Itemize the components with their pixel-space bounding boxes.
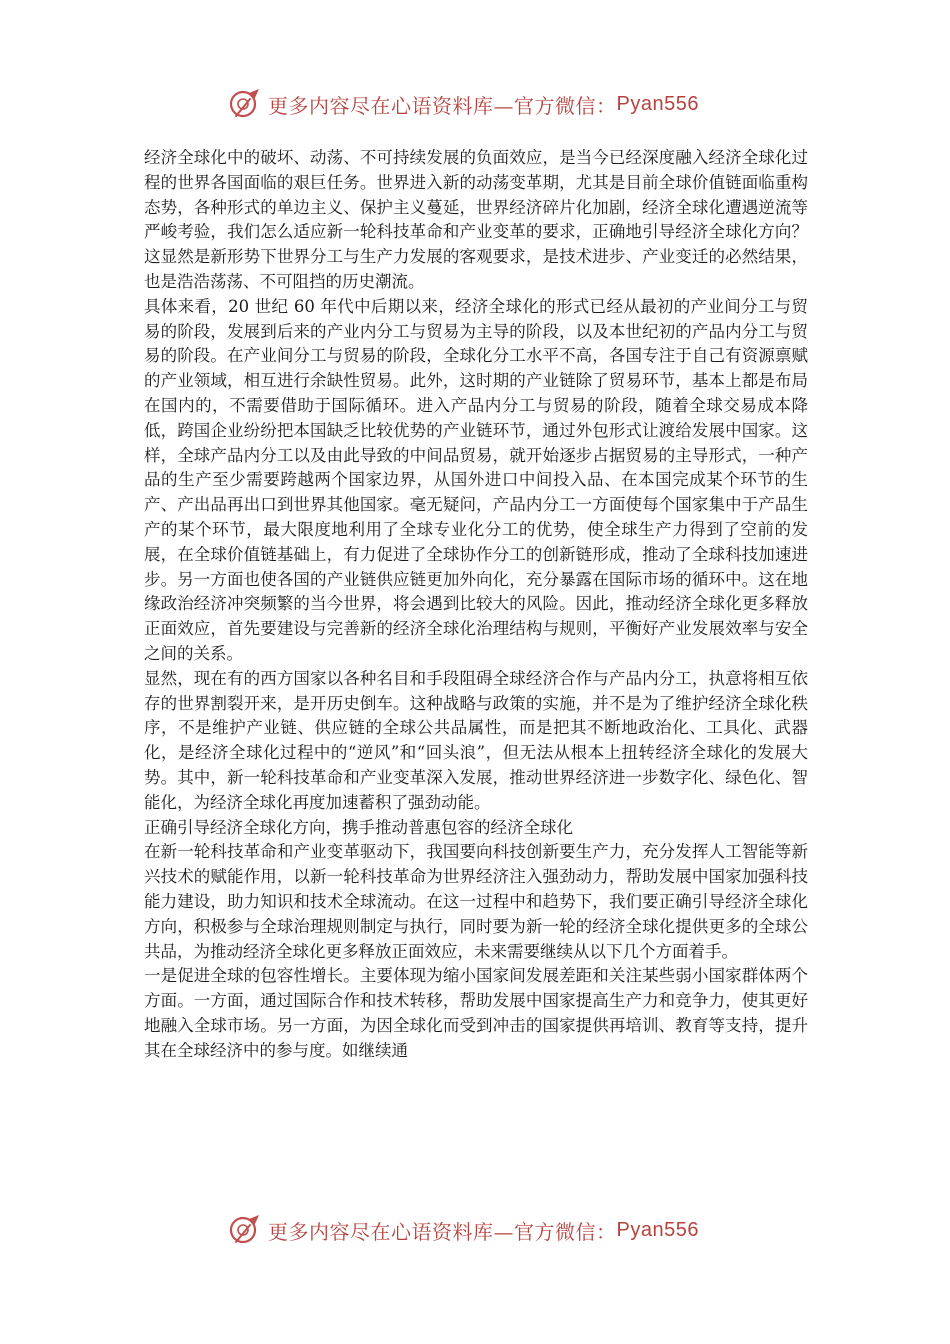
- wechat-id: Pyan556: [616, 92, 699, 115]
- paragraph: 经济全球化中的破坏、动荡、不可持续发展的负面效应，是当今已经深度融入经济全球化过程的世界各国面临的艰巨任务。世界进入新的动荡变革期，尤其是目前全球价值链面临重构态势，各种形式的单边主义、保护主义蔓延，世界经济碎片化加剧，经济全球化遭遇逆流等严峻考验，我们怎么适应新一轮科技革命和产业变革的要求，正确地引导经济全球化方向？这显然是新形势下世界分工与生产力发展的客观要求，是技术进步、产业变迁的必然结果，也是浩浩荡荡、不可阻挡的历史潮流。: [144, 148, 808, 291]
- pen-logo-icon: [228, 1213, 262, 1247]
- banner-text: 更多内容尽在心语资料库—官方微信：: [268, 93, 617, 118]
- header-banner: [228, 84, 748, 124]
- article-body: [144, 146, 808, 1063]
- paragraph: 在新一轮科技革命和产业变革驱动下，我国要向科技创新要生产力，充分发挥人工智能等新兴技术的赋能作用，以新一轮科技革命为世界经济注入强劲动力，帮助发展中国家加强科技能力建设，助力知识和技术全球流动。在这一过程中和趋势下，我们要正确引导经济全球化方向，积极参与全球治理规则制定与执行，同时要为新一轮的经济全球化提供更多的全球公共品，为推动经济全球化更多释放正面效应，未来需要继续从以下几个方面着手。: [144, 842, 808, 961]
- banner-text: 更多内容尽在心语资料库—官方微信：: [268, 1219, 617, 1244]
- paragraph: 具体来看，20 世纪 60 年代中后期以来，经济全球化的形式已经从最初的产业间分工与贸易的阶段，发展到后来的产业内分工与贸易为主导的阶段，以及本世纪初的产品内分工与贸易的阶段。在产业间分工与贸易的阶段，全球化分工水平不高，各国专注于自己有资源禀赋的产业领域，相互进行余缺性贸易。此外，这时期的产业链除了贸易环节，基本上都是布局在国内的，不需要借助于国际循环。进入产品内分工与贸易的阶段，随着全球交易成本降低，跨国企业纷纷把本国缺乏比较优势的产业链环节，通过外包形式让渡给发展中国家。这样，全球产品内分工以及由此导致的中间品贸易，就开始逐步占据贸易的主导形式，一种产品的生产至少需要跨越两个国家边界，从国外进口中间投入品、在本国完成某个环节的生产、产出品再出口到世界其他国家。毫无疑问，产品内分工一方面使每个国家集中于产品生产的某个环节，最大限度地利用了全球专业化分工的优势，使全球生产力得到了空前的发展，在全球价值链基础上，有力促进了全球协作分工的创新链形成，推动了全球科技加速进步。另一方面也使各国的产业链供应链更加外向化，充分暴露在国际市场的循环中。这在地缘政治经济冲突频繁的当今世界，将会遇到比较大的风险。因此，推动经济全球化更多释放正面效应，首先要建设与完善新的经济全球化治理结构与规则，平衡好产业发展效率与安全之间的关系。: [144, 296, 808, 663]
- wechat-id: Pyan556: [616, 1218, 699, 1241]
- paragraph: 显然，现在有的西方国家以各种名目和手段阻碍全球经济合作与产品内分工，执意将相互依存的世界割裂开来，是开历史倒车。这种战略与政策的实施，并不是为了维护经济全球化秩序，不是维护产业链、供应链的全球公共品属性，而是把其不断地政治化、工具化、武器化，是经济全球化过程中的“逆风”和“回头浪”，但无法从根本上扭转经济全球化的发展大势。其中，新一轮科技革命和产业变革深入发展，推动世界经济进一步数字化、绿色化、智能化，为经济全球化再度加速蓄积了强劲动能。: [144, 668, 808, 812]
- paragraph: 一是促进全球的包容性增长。主要体现为缩小国家间发展差距和关注某些弱小国家群体两个方面。一方面，通过国际合作和技术转移，帮助发展中国家提高生产力和竞争力，使其更好地融入全球市场。另一方面，为因全球化而受到冲击的国家提供再培训、教育等支持，提升其在全球经济中的参与度。如继续通: [144, 966, 808, 1060]
- footer-banner: [228, 1210, 748, 1250]
- section-heading: 正确引导经济全球化方向，携手推动普惠包容的经济全球化: [144, 817, 573, 837]
- pen-logo-icon: [228, 87, 262, 121]
